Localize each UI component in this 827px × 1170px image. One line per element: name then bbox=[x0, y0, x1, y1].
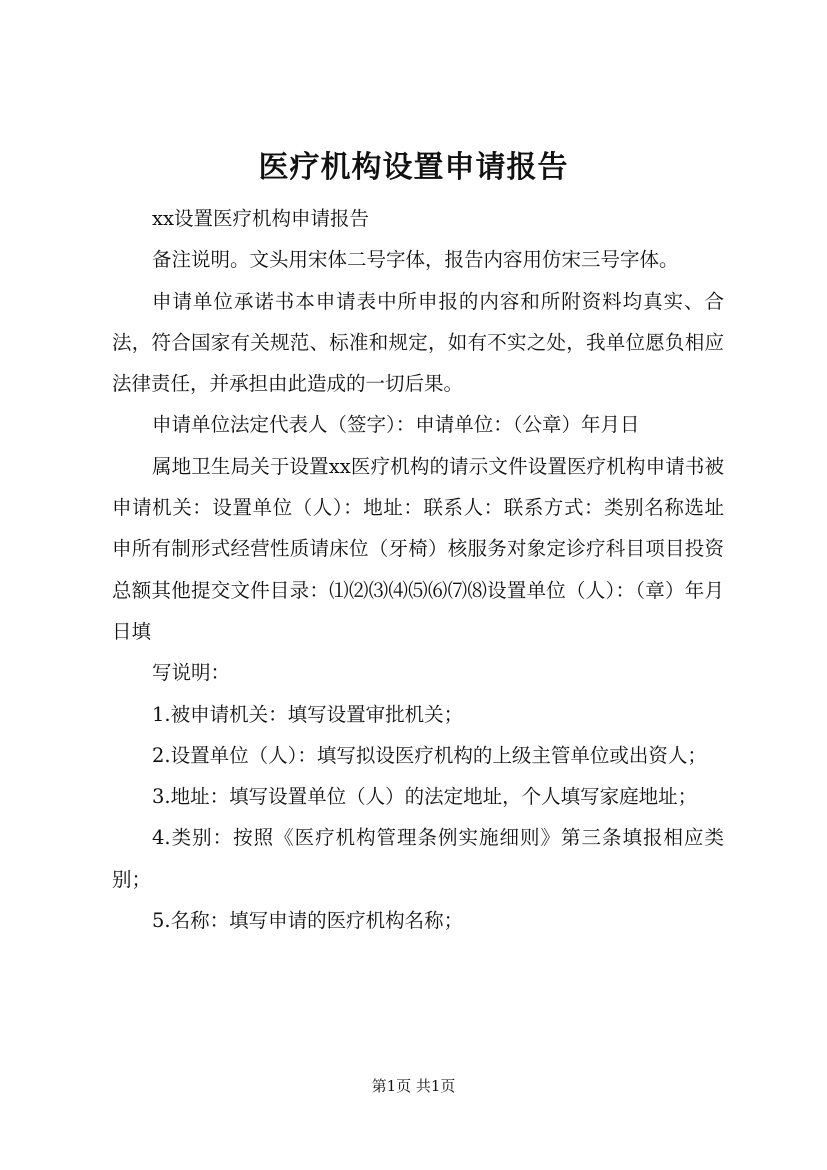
paragraph-commitment: 申请单位承诺书本申请表中所申报的内容和所附资料均真实、合法，符合国家有关规范、标准和规定，如有不实之处，我单位愿负相应法律责任，并承担由此造成的一切后果。 bbox=[112, 289, 724, 396]
paragraph-instruction-2: 2.设置单位（人）：填写拟设医疗机构的上级主管单位或出资人； bbox=[152, 743, 707, 767]
paragraph-note: 备注说明。文头用宋体二号字体，报告内容用仿宋三号字体。 bbox=[152, 248, 679, 272]
paragraph-instruction-1: 1.被申请机关：填写设置审批机关； bbox=[152, 702, 464, 726]
paragraph-signature: 申请单位法定代表人（签字）：申请单位：（公章）年月日 bbox=[152, 413, 640, 437]
document-body bbox=[112, 198, 724, 941]
paragraph-instructions-heading: 写说明： bbox=[152, 661, 231, 685]
paragraph-instruction-5: 5.名称：填写申请的医疗机构名称； bbox=[152, 909, 464, 933]
paragraph-instruction-3: 3.地址：填写设置单位（人）的法定地址，个人填写家庭地址； bbox=[152, 785, 698, 809]
paragraph-subtitle: xx设置医疗机构申请报告 bbox=[152, 207, 369, 230]
page-footer: 第1页 共1页 bbox=[371, 1077, 456, 1095]
paragraph-application-form: 属地卫生局关于设置xx医疗机构的请示文件设置医疗机构申请书被申请机关：设置单位（人）：地址：联系人：联系方式：类别名称选址申所有制形式经营性质请床位（牙椅）核服务对象定诊疗科目项目投资总额其他提交文件目录：⑴⑵⑶⑷⑸⑹⑺⑻设置单位（人）：（章）年月日填 bbox=[112, 454, 724, 643]
document-title: 医疗机构设置申请报告 bbox=[258, 150, 569, 185]
paragraph-instruction-4: 4.类别：按照《医疗机构管理条例实施细则》第三条填报相应类别； bbox=[112, 826, 724, 891]
